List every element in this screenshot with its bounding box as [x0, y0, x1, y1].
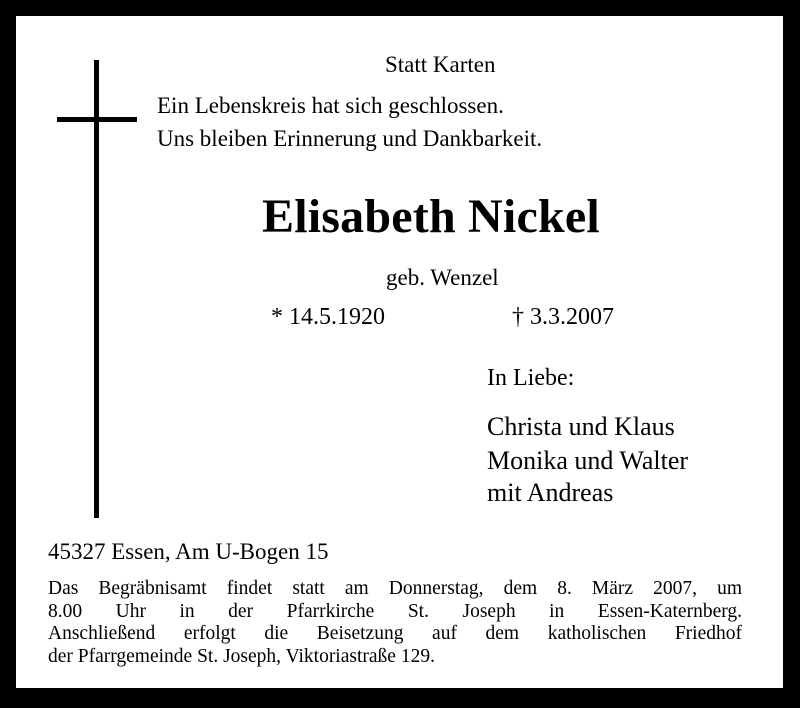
- deceased-name: Elisabeth Nickel: [262, 190, 600, 243]
- burial-info: [48, 578, 742, 668]
- birth-date: * 14.5.1920: [271, 304, 385, 330]
- death-date: † 3.3.2007: [512, 304, 614, 330]
- notice-header: Statt Karten: [385, 52, 496, 77]
- mourner-name: mit Andreas: [487, 478, 614, 507]
- verse-line: Uns bleiben Erinnerung und Dankbarkeit.: [157, 126, 543, 151]
- maiden-name: geb. Wenzel: [386, 265, 499, 290]
- burial-line: Das Begräbnisamt findet statt am Donnerstag, dem 8. März 2007, um: [48, 578, 742, 599]
- burial-line: der Pfarrgemeinde St. Joseph, Viktoriastraße 129.: [48, 645, 435, 667]
- cross-icon-crossbar: [57, 117, 137, 122]
- burial-line: 8.00 Uhr in der Pfarrkirche St. Joseph in Essen-Katernberg.: [48, 600, 742, 622]
- in-love-label: In Liebe:: [487, 365, 575, 391]
- family-address: 45327 Essen, Am U-Bogen 15: [48, 539, 329, 564]
- burial-line: Anschließend erfolgt die Beisetzung auf dem katholischen Friedhof: [48, 623, 742, 644]
- mourner-name: Christa und Klaus: [487, 412, 675, 441]
- cross-icon: [94, 60, 99, 518]
- verse-line: Ein Lebenskreis hat sich geschlossen.: [157, 93, 504, 118]
- mourner-name: Monika und Walter: [487, 446, 689, 475]
